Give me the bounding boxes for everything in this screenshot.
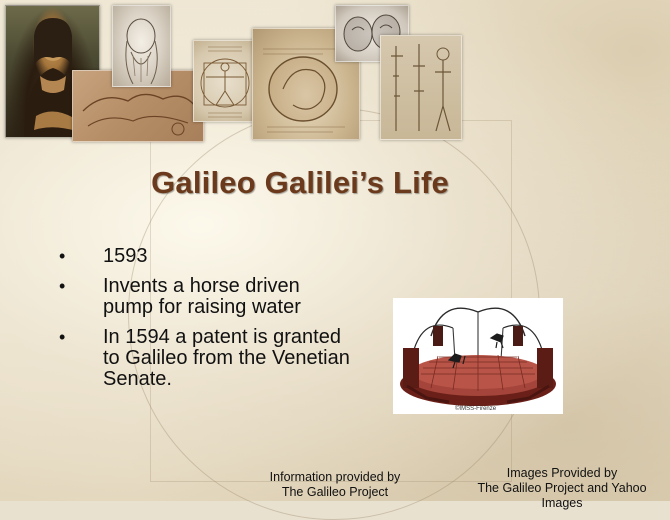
images-credit-line1: Images Provided by: [506, 466, 618, 480]
bullet-marker: •: [59, 276, 66, 296]
bullet-text: In 1594 a patent is granted to Galileo from the Venetian Senate.: [103, 326, 350, 390]
skeleton-sketch-image: [380, 35, 462, 140]
vitruvian-man-image: [193, 40, 257, 122]
bullet-text: 1593: [103, 245, 148, 267]
bullet-list: [55, 246, 355, 399]
bullet-item: [55, 246, 355, 267]
info-credit-line1: Information provided by: [269, 470, 401, 484]
horse-pump-model-image: [393, 298, 563, 414]
info-credit-line2: The Galileo Project: [281, 485, 389, 499]
bullet-marker: •: [59, 246, 66, 266]
self-portrait-sketch-image: [112, 5, 171, 87]
images-credit-line2: The Galileo Project and Yahoo Images: [477, 481, 647, 510]
sketch-collage: [0, 0, 670, 145]
bullet-text: Invents a horse driven pump for raising water: [103, 275, 301, 318]
slide-title: Galileo Galilei’s Life: [151, 165, 449, 200]
image-caption: ©IMSS-Firenze: [455, 406, 497, 412]
information-credit: [255, 470, 415, 500]
bullet-item: [55, 276, 355, 318]
bullet-marker: •: [59, 327, 66, 347]
bullet-item: [55, 327, 355, 390]
images-credit: [462, 466, 662, 511]
